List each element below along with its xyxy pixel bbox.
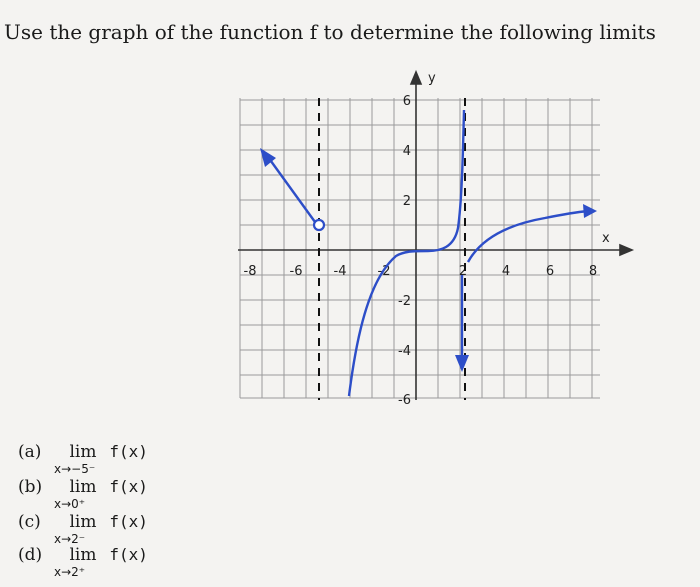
question-label: (d) (18, 545, 43, 565)
question-label: (b) (18, 477, 43, 497)
function-expression: f(x) (109, 512, 148, 531)
x-axis-label: x (602, 231, 610, 246)
y-tick-label: -2 (398, 294, 411, 309)
limit-approach: x→2⁻ (54, 532, 86, 546)
question-d (18, 545, 148, 579)
arrow-right (583, 204, 597, 218)
lim-operator: lim (69, 442, 97, 462)
y-axis-label: y (428, 71, 436, 86)
y-tick-label: 6 (402, 94, 411, 109)
grid (240, 98, 600, 398)
x-tick-label: -4 (333, 264, 347, 279)
question-label: (a) (18, 442, 42, 462)
arrow-down-at-2 (455, 355, 469, 372)
axes (238, 72, 632, 400)
question-label: (c) (18, 512, 41, 532)
function-expression: f(x) (109, 442, 148, 461)
lim-operator: lim (69, 512, 97, 532)
open-circle-point (314, 220, 324, 230)
arrowheads (260, 148, 597, 372)
segment-left (268, 157, 315, 222)
x-tick-label: -2 (377, 264, 391, 279)
lim-operator: lim (69, 545, 97, 565)
question-a (18, 442, 148, 476)
x-tick-label: 4 (501, 264, 511, 279)
y-tick-label: 4 (402, 144, 411, 159)
x-tick-label: -8 (243, 264, 257, 279)
question-b (18, 477, 148, 511)
lim-operator: lim (69, 477, 97, 497)
problem-title: Use the graph of the function f to determine the following limits (4, 20, 656, 44)
question-c (18, 512, 148, 546)
x-tick-label: 6 (545, 264, 555, 279)
x-tick-label: 8 (588, 264, 598, 279)
x-tick-labels (244, 264, 598, 279)
y-tick-label: -6 (398, 393, 411, 408)
limit-approach: x→2⁺ (54, 565, 86, 579)
limit-approach: x→−5⁻ (54, 462, 96, 476)
x-tick-label: 2 (458, 264, 468, 279)
function-expression: f(x) (109, 545, 148, 564)
y-tick-label: 2 (402, 194, 411, 209)
x-tick-label: -6 (289, 264, 303, 279)
limit-approach: x→0⁺ (54, 497, 86, 511)
y-tick-label: -4 (398, 344, 411, 359)
function-expression: f(x) (109, 477, 148, 496)
function-curves (268, 110, 588, 396)
